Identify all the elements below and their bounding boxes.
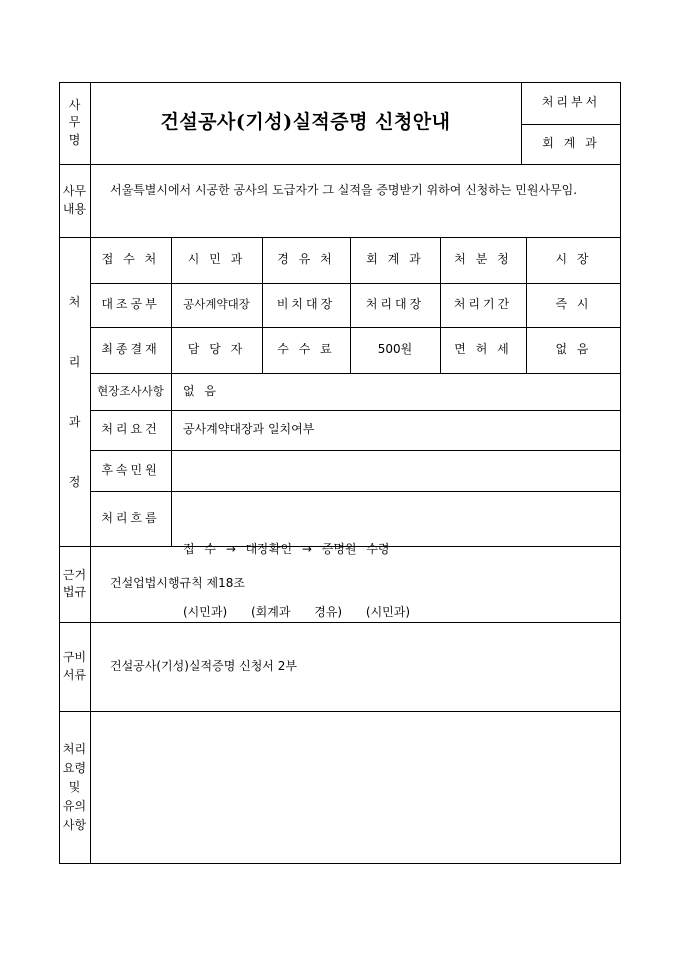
basis-text: 건설업법시행규칙 제18조 xyxy=(110,576,246,591)
flow-label: 처리흐름 xyxy=(101,510,160,525)
notes-text xyxy=(110,711,610,864)
side-label-affair-name: 사 무 명 xyxy=(68,97,81,147)
side-label-notes: 처리 요령 및 유의 사항 xyxy=(62,741,87,833)
fee-value: 500원 xyxy=(377,342,413,357)
dept-label: 처리부서 xyxy=(541,95,601,110)
via-office-label: 경 유 처 xyxy=(277,252,335,267)
site-survey-value: 없 음 xyxy=(183,383,219,398)
license-tax-value: 없 음 xyxy=(555,342,592,357)
processing-period-value: 즉 시 xyxy=(555,297,592,312)
receipt-office-value: 시 민 과 xyxy=(187,252,246,267)
flow-diagram xyxy=(183,497,613,619)
disposal-authority-label: 처 분 청 xyxy=(454,252,512,267)
flow-offices: (시민과) (회계과 경유) (시민과) xyxy=(183,605,411,619)
dept-value: 회 계 과 xyxy=(542,136,600,151)
requirement-value: 공사계약대장과 일치여부 xyxy=(183,422,315,437)
receipt-office-label: 접 수 처 xyxy=(101,252,160,267)
requirement-label: 처리요건 xyxy=(101,422,160,437)
reference-ledger-label: 대조공부 xyxy=(101,297,160,312)
side-label-process: 처 리 과 정 xyxy=(68,294,81,489)
final-approval-value: 담 당 자 xyxy=(187,342,246,357)
final-approval-label: 최종결재 xyxy=(101,342,160,357)
page-title: 건설공사(기성)실적증명 신청안내 xyxy=(160,111,451,134)
disposal-authority-value: 시 장 xyxy=(555,252,592,267)
processing-period-label: 처리기간 xyxy=(453,297,513,312)
content-text: 서울특별시에서 시공한 공사의 도급자가 그 실적을 증명받기 위하여 신청하는 민원사무임. xyxy=(110,183,578,197)
divider xyxy=(59,164,621,165)
followup-value xyxy=(183,450,613,491)
followup-label: 후속민원 xyxy=(101,462,160,477)
documents-text: 건설공사(기성)실적증명 신청서 2부 xyxy=(110,658,297,673)
site-survey-label: 현장조사사항 xyxy=(97,383,164,398)
via-office-value: 회 계 과 xyxy=(366,252,424,267)
license-tax-label: 면 허 세 xyxy=(454,342,512,357)
fee-label: 수 수 료 xyxy=(277,342,335,357)
kept-ledger-value: 처리대장 xyxy=(365,297,425,312)
flow-steps: 접 수 → 대장확인 → 증명원 수령 xyxy=(183,542,390,556)
kept-ledger-label: 비치대장 xyxy=(276,297,336,312)
reference-ledger-value: 공사계약대장 xyxy=(183,297,250,312)
side-label-content: 사무 내용 xyxy=(62,184,87,216)
side-label-basis: 근거 법규 xyxy=(62,567,87,599)
side-label-documents: 구비 서류 xyxy=(62,650,87,682)
